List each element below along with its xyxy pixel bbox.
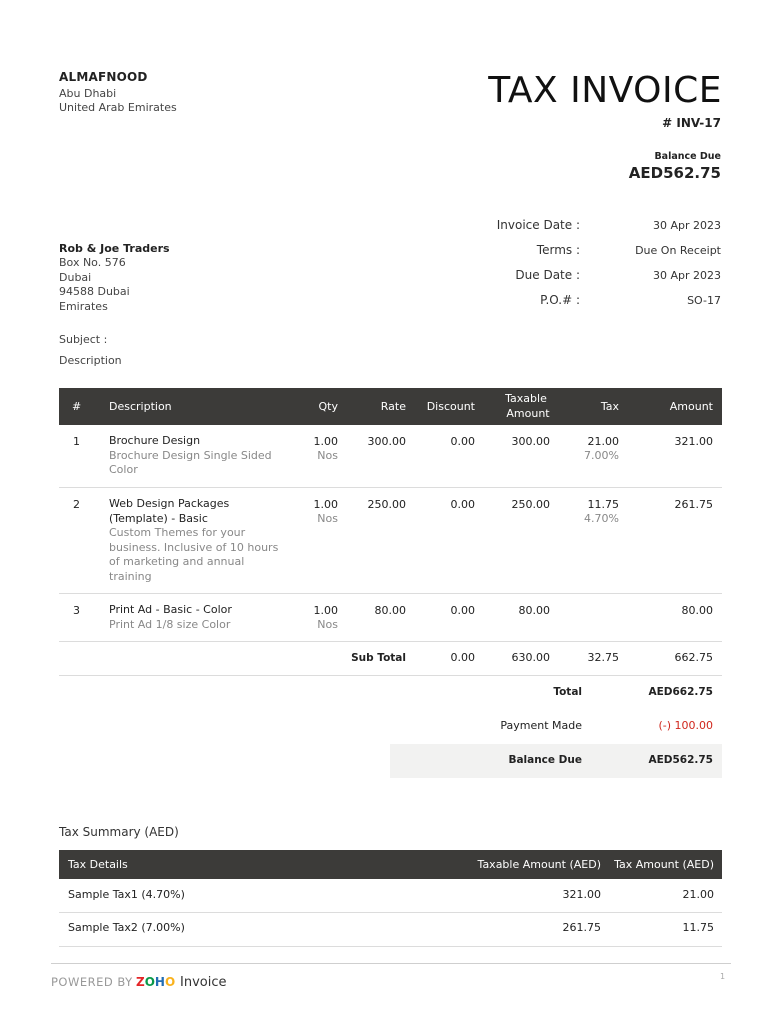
row-divider bbox=[59, 487, 722, 488]
item-description bbox=[109, 434, 284, 478]
item-taxable: 300.00 bbox=[511, 435, 550, 448]
item-discount: 0.00 bbox=[450, 435, 475, 448]
invoice-number: # INV-17 bbox=[662, 116, 721, 130]
col-amount: Amount bbox=[669, 400, 713, 413]
item-amount: 80.00 bbox=[681, 604, 713, 617]
item-rate: 80.00 bbox=[374, 604, 406, 617]
row-divider bbox=[59, 675, 722, 676]
balance-due-label: Balance Due bbox=[654, 151, 721, 162]
item-amount: 261.75 bbox=[674, 498, 713, 511]
col-discount: Discount bbox=[426, 400, 475, 413]
subtotal-taxable: 630.00 bbox=[511, 651, 550, 664]
terms-label: Terms : bbox=[536, 243, 580, 257]
item-unit: Nos bbox=[317, 618, 338, 631]
item-discount: 0.00 bbox=[450, 498, 475, 511]
tax-row-taxable: 321.00 bbox=[562, 888, 601, 901]
subject-label: Subject : bbox=[59, 333, 108, 346]
row-number: 3 bbox=[73, 604, 80, 617]
item-tax: 11.75 bbox=[587, 498, 619, 511]
col-description: Description bbox=[109, 400, 172, 413]
col-tax: Tax bbox=[600, 400, 619, 413]
col-taxable-line2: Amount bbox=[506, 407, 550, 420]
tax-row-amount: 21.00 bbox=[682, 888, 714, 901]
item-taxable: 80.00 bbox=[518, 604, 550, 617]
total-value: AED662.75 bbox=[648, 686, 713, 698]
tax-col-details: Tax Details bbox=[68, 858, 128, 871]
document-title: TAX INVOICE bbox=[488, 70, 722, 111]
company-country: United Arab Emirates bbox=[59, 101, 177, 114]
item-name: Web Design Packages bbox=[109, 497, 230, 510]
col-rate: Rate bbox=[380, 400, 406, 413]
po-value: SO-17 bbox=[687, 294, 721, 307]
item-detail: of marketing and annual bbox=[109, 555, 245, 568]
tax-row-amount: 11.75 bbox=[682, 921, 714, 934]
balance-due-row-value: AED562.75 bbox=[648, 754, 713, 766]
payment-made-label: Payment Made bbox=[500, 719, 582, 732]
invoice-date-label: Invoice Date : bbox=[496, 218, 580, 232]
item-qty: 1.00 bbox=[313, 604, 338, 617]
zoho-logo-letter: Z bbox=[136, 975, 145, 989]
tax-row-taxable: 261.75 bbox=[562, 921, 601, 934]
company-city: Abu Dhabi bbox=[59, 87, 117, 100]
item-description bbox=[109, 603, 284, 632]
item-detail: business. Inclusive of 10 hours bbox=[109, 540, 279, 554]
subtotal-label: Sub Total bbox=[351, 652, 406, 664]
zoho-logo-letter: O bbox=[144, 975, 155, 989]
item-detail: Color bbox=[109, 463, 138, 476]
item-description bbox=[109, 497, 284, 584]
invoice-date-value: 30 Apr 2023 bbox=[652, 219, 721, 232]
po-label: P.O.# : bbox=[540, 293, 580, 307]
bill-to-line: 94588 Dubai bbox=[59, 285, 130, 298]
row-divider bbox=[59, 912, 722, 913]
item-rate: 300.00 bbox=[367, 435, 406, 448]
balance-due-row-label: Balance Due bbox=[508, 754, 582, 766]
powered-by-label: POWERED BY bbox=[51, 975, 133, 989]
item-qty: 1.00 bbox=[313, 498, 338, 511]
row-divider bbox=[59, 641, 722, 642]
item-tax-rate: 4.70% bbox=[584, 512, 619, 525]
balance-due-amount: AED562.75 bbox=[628, 164, 721, 182]
subtotal-discount: 0.00 bbox=[450, 651, 475, 664]
item-unit: Nos bbox=[317, 512, 338, 525]
tax-row-details: Sample Tax1 (4.70%) bbox=[68, 888, 185, 901]
col-qty: Qty bbox=[318, 400, 338, 413]
bill-to-name: Rob & Joe Traders bbox=[59, 242, 170, 255]
item-detail: Print Ad 1/8 size Color bbox=[109, 617, 231, 631]
item-unit: Nos bbox=[317, 449, 338, 462]
item-detail: training bbox=[109, 569, 152, 583]
col-number: # bbox=[72, 400, 82, 413]
item-name: Brochure Design bbox=[109, 434, 201, 447]
zoho-logo-letter: O bbox=[164, 975, 176, 989]
item-detail: Custom Themes for your bbox=[109, 526, 246, 539]
tax-row-details: Sample Tax2 (7.00%) bbox=[68, 921, 185, 934]
item-name: (Template) - Basic bbox=[109, 511, 208, 525]
row-number: 1 bbox=[73, 435, 80, 448]
payment-made-value: (-) 100.00 bbox=[658, 719, 713, 732]
item-tax-rate: 7.00% bbox=[584, 449, 619, 462]
bill-to-line: Box No. 576 bbox=[59, 256, 126, 269]
total-label: Total bbox=[553, 686, 582, 698]
item-rate: 250.00 bbox=[367, 498, 406, 511]
zoho-logo-letter: H bbox=[154, 975, 165, 989]
bill-to-line: Emirates bbox=[59, 300, 108, 313]
tax-col-taxable: Taxable Amount (AED) bbox=[477, 858, 601, 871]
zoho-logo bbox=[136, 975, 175, 989]
product-name: Invoice bbox=[180, 975, 227, 990]
subject-text: Description bbox=[59, 354, 122, 367]
row-divider bbox=[59, 593, 722, 594]
item-name: Print Ad - Basic - Color bbox=[109, 603, 232, 616]
footer-divider bbox=[51, 963, 731, 964]
subtotal-amount: 662.75 bbox=[674, 651, 713, 664]
due-date-label: Due Date : bbox=[515, 268, 580, 282]
row-number: 2 bbox=[73, 498, 80, 511]
item-qty: 1.00 bbox=[313, 435, 338, 448]
tax-col-amount: Tax Amount (AED) bbox=[614, 858, 714, 871]
row-divider bbox=[59, 946, 722, 947]
terms-value: Due On Receipt bbox=[635, 244, 721, 257]
item-discount: 0.00 bbox=[450, 604, 475, 617]
page-number: 1 bbox=[720, 972, 726, 981]
item-tax: 21.00 bbox=[587, 435, 619, 448]
due-date-value: 30 Apr 2023 bbox=[652, 269, 721, 282]
company-name: ALMAFNOOD bbox=[59, 70, 148, 84]
item-taxable: 250.00 bbox=[511, 498, 550, 511]
subtotal-tax: 32.75 bbox=[587, 651, 619, 664]
tax-summary-title: Tax Summary (AED) bbox=[59, 825, 179, 839]
col-taxable-line1: Taxable bbox=[505, 392, 547, 405]
item-detail: Brochure Design Single Sided bbox=[109, 448, 272, 462]
item-amount: 321.00 bbox=[674, 435, 713, 448]
bill-to-line: Dubai bbox=[59, 271, 92, 284]
